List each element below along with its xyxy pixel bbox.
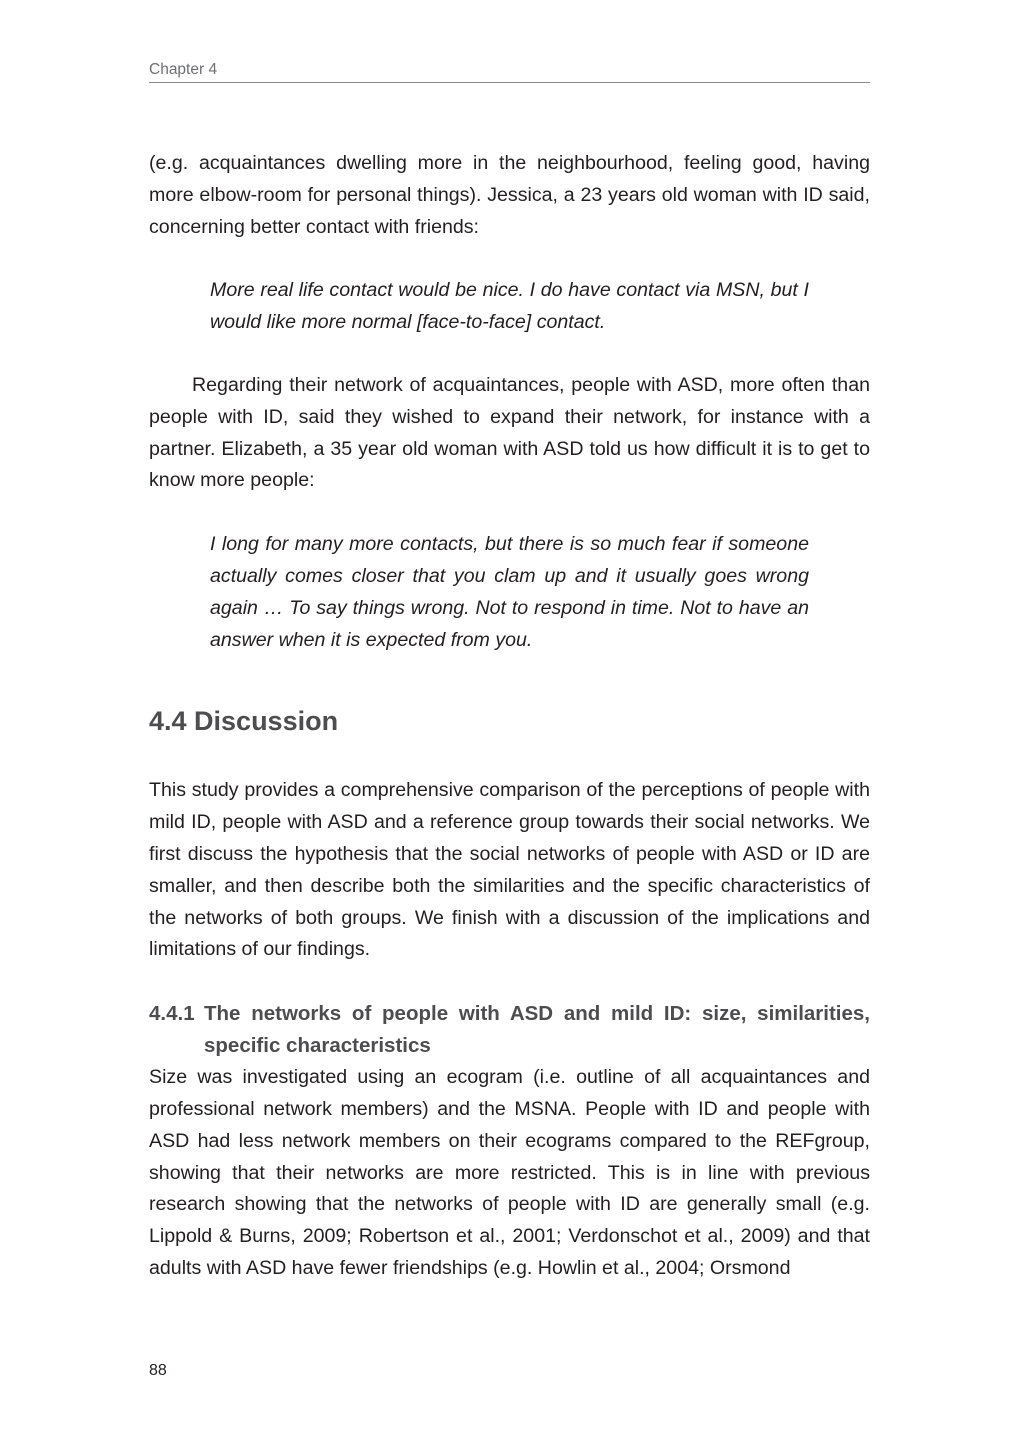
paragraph-discussion-intro: This study provides a comprehensive comparison of the perceptions of people with mild ID, people with ASD and a reference group towards their social networks. We first discuss the hypothesis that the social networks of people with ASD or ID are smaller, and then describe both the similarities and the specific characteristics of the networks of both groups. We finish with a discussion of the implications and limitations of our findings. (149, 779, 870, 961)
running-head: Chapter 4 (149, 60, 870, 83)
paragraph-acquaintances: Regarding their network of acquaintances, people with ASD, more often than people with ID, said they wished to expand their network, for instance with a partner. Elizabeth, a 35 year old woman with ASD told us how difficult it is to get to know more people: (149, 373, 870, 492)
subsection-number: 4.4.1 (149, 1002, 195, 1026)
page-number: 88 (149, 1362, 167, 1379)
block-quote-elizabeth: I long for many more contacts, but there is so much fear if someone actually comes closer that you clam up and it usually goes wrong again … To say things wrong. Not to respond in time. Not to have an answer when it is expected from you. (210, 533, 809, 651)
subsection-heading (149, 998, 870, 1062)
subsection-title: The networks of people with ASD and mild ID: size, similarities, specific characteristics (204, 1002, 870, 1058)
page-body (149, 148, 870, 1285)
paragraph-network-size: Size was investigated using an ecogram (i.e. outline of all acquaintances and professional network members) and the MSNA. People with ID and people with ASD had less network members on their ecograms compared to the REFgroup, showing that their networks are more restricted. This is in line with previous research showing that the networks of people with ID are generally small (e.g. Lippold & Burns, 2009; Robertson et al., 2001; Verdonschot et al., 2009) and that adults with ASD have fewer friendships (e.g. Howlin et al., 2004; Orsmond (149, 1066, 870, 1279)
block-quote-jessica: More real life contact would be nice. I do have contact via MSN, but I would like more normal [face-to-face] contact. (210, 279, 809, 334)
section-heading-discussion: 4.4 Discussion (149, 706, 339, 737)
paragraph-continuation: (e.g. acquaintances dwelling more in the neighbourhood, feeling good, having more elbow-room for personal things). Jessica, a 23 years old woman with ID said, concerning better contact with friends: (149, 152, 870, 238)
